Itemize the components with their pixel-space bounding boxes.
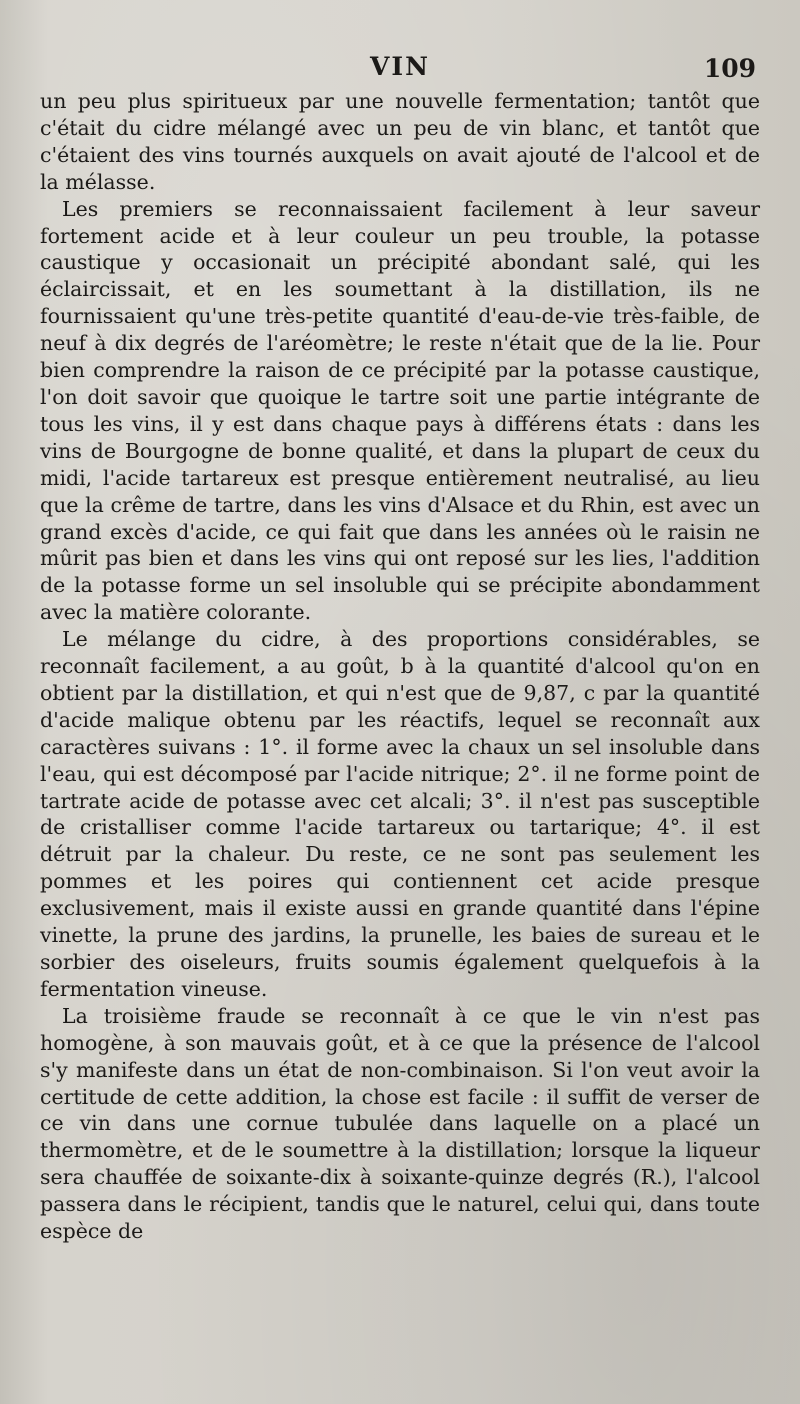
paragraph-cidre: Le mélange du cidre, à des proportions considérables, se reconnaît facilement, a au goût, b à la quantité d'alcool qu'on en obtient par la distillation, et qui n'est que de 9,87, c par la quantité d'acide malique obtenu par les réactifs, lequel se reconnaît aux caractères suivans : 1°. il forme avec la chaux un sel insoluble dans l'eau, qui est décomposé par l'acide nitrique; 2°. il ne forme point de tartrate acide de potasse avec cet alcali; 3°. il n'est pas susceptible de cristalliser comme l'acide tartareux ou tartarique; 4°. il est détruit par la chaleur. Du reste, ce ne sont pas seulement les pommes et les poires qui contiennent cet acide presque exclusivement, mais il existe aussi en grande quantité dans l'épine vinette, la prune des jardins, la prunelle, les baies de sureau et le sorbier des oiseleurs, fruits soumis également quelquefois à la fermentation vineuse.	[40, 627, 760, 1001]
paragraph-premiers: Les premiers se reconnaissaient facilement à leur saveur fortement acide et à leur couleur un peu trouble, la potasse caustique y occasionait un précipité abondant salé, qui les éclaircissait, et en les soumettant à la distillation, ils ne fournissaient qu'une très-petite quantité d'eau-de-vie très-faible, de neuf à dix degrés de l'aréomètre; le reste n'était que de la lie. Pour bien comprendre la raison de ce précipité par la potasse caustique, l'on doit savoir que quoique le tartre soit une partie intégrante de tous les vins, il y est dans chaque pays à différens états : dans les vins de Bourgogne de bonne qualité, et dans la plupart de ceux du midi, l'acide tartareux est presque entièrement neutralisé, au lieu que la crême de tartre, dans les vins d'Alsace et du Rhin, est avec un grand excès d'acide, ce qui fait que dans les années où le raisin ne mûrit pas bien et dans les vins qui ont reposé sur les lies, l'addition de la potasse forme un sel insoluble qui se précipite abondamment avec la matière colorante.	[40, 196, 760, 625]
paragraph-troisieme-fraude: La troisième fraude se reconnaît à ce que le vin n'est pas homogène, à son mauvais goût, et à ce que la présence de l'alcool s'y manifeste dans un état de non-combinaison. Si l'on veut avoir la certitude de cette addition, la chose est facile : il suffit de verser de ce vin dans une cornue tubulée dans laquelle on a placé un thermomètre, et de le soumettre à la distillation; lorsque la liqueur sera chauffée de soixante-dix à soixante-quinze degrés (R.), l'alcool passera dans le récipient, tandis que le naturel, celui qui, dans toute espèce de	[40, 1003, 760, 1244]
body-text	[40, 88, 760, 1245]
page-number: 109	[703, 54, 756, 83]
page-header	[40, 52, 760, 92]
running-title: VIN	[370, 52, 430, 81]
paragraph-continuation: un peu plus spiritueux par une nouvelle fermentation; tantôt que c'était du cidre mélangé avec un peu de vin blanc, et tantôt que c'étaient des vins tournés auxquels on avait ajouté de l'alcool et de la mélasse.	[40, 89, 760, 194]
